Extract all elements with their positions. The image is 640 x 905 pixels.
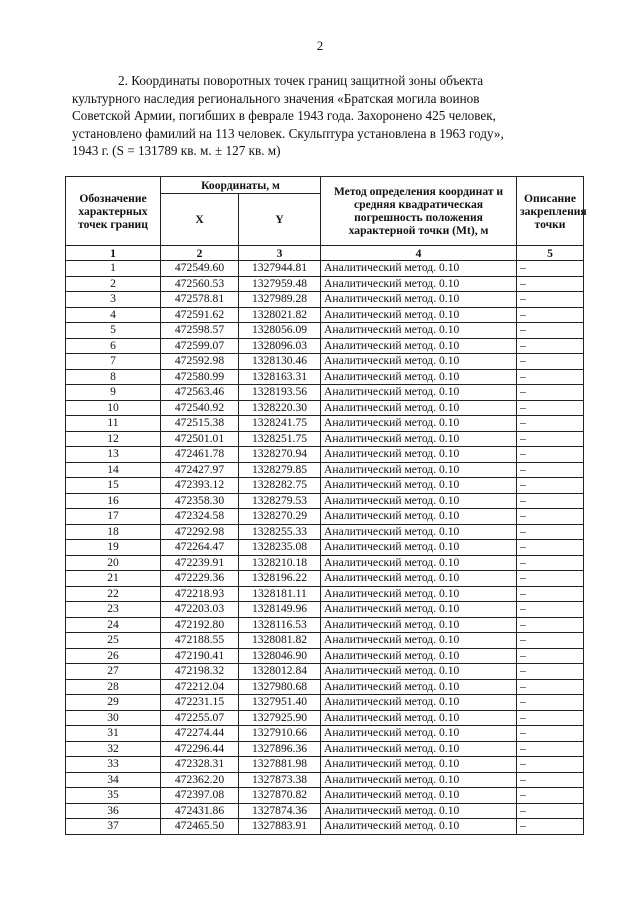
cell-point-number: 12 bbox=[66, 431, 161, 447]
cell-point-number: 21 bbox=[66, 571, 161, 587]
cell-method: Аналитический метод. 0.10 bbox=[321, 710, 517, 726]
table-row bbox=[66, 524, 584, 540]
cell-method: Аналитический метод. 0.10 bbox=[321, 772, 517, 788]
cell-method: Аналитический метод. 0.10 bbox=[321, 648, 517, 664]
cell-method: Аналитический метод. 0.10 bbox=[321, 664, 517, 680]
table-row bbox=[66, 741, 584, 757]
cell-point-number: 32 bbox=[66, 741, 161, 757]
table-row bbox=[66, 261, 584, 277]
cell-point-number: 10 bbox=[66, 400, 161, 416]
cell-description: – bbox=[517, 741, 584, 757]
cell-method: Аналитический метод. 0.10 bbox=[321, 741, 517, 757]
table-row bbox=[66, 726, 584, 742]
cell-y: 1328012.84 bbox=[239, 664, 321, 680]
cell-description: – bbox=[517, 788, 584, 804]
cell-description: – bbox=[517, 416, 584, 432]
cell-y: 1327874.36 bbox=[239, 803, 321, 819]
cell-point-number: 27 bbox=[66, 664, 161, 680]
cell-y: 1328251.75 bbox=[239, 431, 321, 447]
cell-y: 1328163.31 bbox=[239, 369, 321, 385]
cell-x: 472192.80 bbox=[161, 617, 239, 633]
cell-y: 1328235.08 bbox=[239, 540, 321, 556]
cell-point-number: 33 bbox=[66, 757, 161, 773]
cell-x: 472324.58 bbox=[161, 509, 239, 525]
table-row bbox=[66, 772, 584, 788]
cell-x: 472358.30 bbox=[161, 493, 239, 509]
table-body bbox=[66, 261, 584, 835]
cell-y: 1328241.75 bbox=[239, 416, 321, 432]
cell-y: 1328130.46 bbox=[239, 354, 321, 370]
cell-y: 1328056.09 bbox=[239, 323, 321, 339]
table-row bbox=[66, 540, 584, 556]
table-row bbox=[66, 307, 584, 323]
cell-method: Аналитический метод. 0.10 bbox=[321, 633, 517, 649]
cell-y: 1328046.90 bbox=[239, 648, 321, 664]
cell-point-number: 2 bbox=[66, 276, 161, 292]
cell-description: – bbox=[517, 400, 584, 416]
cell-x: 472296.44 bbox=[161, 741, 239, 757]
cell-description: – bbox=[517, 695, 584, 711]
intro-line: 2. Координаты поворотных точек границ защитной зоны объекта bbox=[118, 73, 484, 88]
cell-y: 1327910.66 bbox=[239, 726, 321, 742]
cell-point-number: 36 bbox=[66, 803, 161, 819]
cell-point-number: 20 bbox=[66, 555, 161, 571]
cell-x: 472515.38 bbox=[161, 416, 239, 432]
cell-description: – bbox=[517, 664, 584, 680]
cell-description: – bbox=[517, 276, 584, 292]
cell-x: 472212.04 bbox=[161, 679, 239, 695]
cell-x: 472397.08 bbox=[161, 788, 239, 804]
cell-description: – bbox=[517, 292, 584, 308]
table-row bbox=[66, 369, 584, 385]
cell-point-number: 29 bbox=[66, 695, 161, 711]
cell-y: 1327896.36 bbox=[239, 741, 321, 757]
cell-point-number: 30 bbox=[66, 710, 161, 726]
cell-x: 472264.47 bbox=[161, 540, 239, 556]
cell-point-number: 15 bbox=[66, 478, 161, 494]
cell-description: – bbox=[517, 648, 584, 664]
cell-description: – bbox=[517, 819, 584, 835]
table-row bbox=[66, 509, 584, 525]
cell-y: 1328196.22 bbox=[239, 571, 321, 587]
cell-x: 472218.93 bbox=[161, 586, 239, 602]
table-row bbox=[66, 447, 584, 463]
cell-x: 472598.57 bbox=[161, 323, 239, 339]
cell-x: 472431.86 bbox=[161, 803, 239, 819]
table-row bbox=[66, 323, 584, 339]
cell-method: Аналитический метод. 0.10 bbox=[321, 431, 517, 447]
cell-y: 1328282.75 bbox=[239, 478, 321, 494]
cell-y: 1328193.56 bbox=[239, 385, 321, 401]
cell-x: 472591.62 bbox=[161, 307, 239, 323]
page-number: 2 bbox=[316, 38, 324, 53]
cell-y: 1327989.28 bbox=[239, 292, 321, 308]
cell-description: – bbox=[517, 447, 584, 463]
cell-method: Аналитический метод. 0.10 bbox=[321, 695, 517, 711]
cell-method: Аналитический метод. 0.10 bbox=[321, 726, 517, 742]
cell-method: Аналитический метод. 0.10 bbox=[321, 385, 517, 401]
table-row bbox=[66, 478, 584, 494]
table-row bbox=[66, 385, 584, 401]
cell-y: 1327980.68 bbox=[239, 679, 321, 695]
cell-x: 472231.15 bbox=[161, 695, 239, 711]
cell-description: – bbox=[517, 524, 584, 540]
cell-x: 472540.92 bbox=[161, 400, 239, 416]
table-row bbox=[66, 664, 584, 680]
cell-method: Аналитический метод. 0.10 bbox=[321, 478, 517, 494]
cell-description: – bbox=[517, 509, 584, 525]
cell-method: Аналитический метод. 0.10 bbox=[321, 307, 517, 323]
cell-description: – bbox=[517, 385, 584, 401]
cell-y: 1327870.82 bbox=[239, 788, 321, 804]
header-point-designation: Обозначение характерных точек границ bbox=[66, 177, 161, 246]
cell-x: 472239.91 bbox=[161, 555, 239, 571]
cell-method: Аналитический метод. 0.10 bbox=[321, 757, 517, 773]
cell-y: 1328081.82 bbox=[239, 633, 321, 649]
cell-x: 472190.41 bbox=[161, 648, 239, 664]
cell-method: Аналитический метод. 0.10 bbox=[321, 447, 517, 463]
cell-y: 1328270.94 bbox=[239, 447, 321, 463]
cell-y: 1327959.48 bbox=[239, 276, 321, 292]
cell-x: 472599.07 bbox=[161, 338, 239, 354]
cell-method: Аналитический метод. 0.10 bbox=[321, 493, 517, 509]
cell-description: – bbox=[517, 679, 584, 695]
cell-x: 472580.99 bbox=[161, 369, 239, 385]
cell-description: – bbox=[517, 586, 584, 602]
cell-method: Аналитический метод. 0.10 bbox=[321, 323, 517, 339]
cell-method: Аналитический метод. 0.10 bbox=[321, 540, 517, 556]
cell-point-number: 37 bbox=[66, 819, 161, 835]
cell-method: Аналитический метод. 0.10 bbox=[321, 617, 517, 633]
cell-method: Аналитический метод. 0.10 bbox=[321, 354, 517, 370]
table-row bbox=[66, 695, 584, 711]
table-row bbox=[66, 338, 584, 354]
header-y: Y bbox=[239, 194, 321, 246]
cell-description: – bbox=[517, 338, 584, 354]
cell-y: 1328096.03 bbox=[239, 338, 321, 354]
cell-description: – bbox=[517, 726, 584, 742]
cell-x: 472292.98 bbox=[161, 524, 239, 540]
table-row bbox=[66, 555, 584, 571]
cell-point-number: 23 bbox=[66, 602, 161, 618]
cell-method: Аналитический метод. 0.10 bbox=[321, 555, 517, 571]
cell-x: 472563.46 bbox=[161, 385, 239, 401]
cell-method: Аналитический метод. 0.10 bbox=[321, 586, 517, 602]
cell-description: – bbox=[517, 571, 584, 587]
cell-x: 472255.07 bbox=[161, 710, 239, 726]
cell-method: Аналитический метод. 0.10 bbox=[321, 571, 517, 587]
cell-method: Аналитический метод. 0.10 bbox=[321, 416, 517, 432]
cell-point-number: 4 bbox=[66, 307, 161, 323]
coordinates-table bbox=[65, 176, 587, 835]
cell-description: – bbox=[517, 633, 584, 649]
cell-method: Аналитический метод. 0.10 bbox=[321, 524, 517, 540]
table-row bbox=[66, 354, 584, 370]
cell-point-number: 26 bbox=[66, 648, 161, 664]
intro-paragraph bbox=[72, 72, 578, 160]
header-x: X bbox=[161, 194, 239, 246]
column-number: 5 bbox=[517, 246, 584, 261]
cell-description: – bbox=[517, 323, 584, 339]
table-row bbox=[66, 416, 584, 432]
table-row bbox=[66, 803, 584, 819]
cell-x: 472465.50 bbox=[161, 819, 239, 835]
cell-y: 1328210.18 bbox=[239, 555, 321, 571]
cell-method: Аналитический метод. 0.10 bbox=[321, 462, 517, 478]
table-row bbox=[66, 710, 584, 726]
cell-y: 1328279.85 bbox=[239, 462, 321, 478]
cell-point-number: 14 bbox=[66, 462, 161, 478]
header-coordinates: Координаты, м bbox=[161, 177, 321, 194]
cell-point-number: 31 bbox=[66, 726, 161, 742]
cell-y: 1328181.11 bbox=[239, 586, 321, 602]
cell-point-number: 25 bbox=[66, 633, 161, 649]
cell-description: – bbox=[517, 555, 584, 571]
cell-point-number: 17 bbox=[66, 509, 161, 525]
cell-method: Аналитический метод. 0.10 bbox=[321, 400, 517, 416]
cell-x: 472560.53 bbox=[161, 276, 239, 292]
intro-line: 1943 г. (S = 131789 кв. м. ± 127 кв. м) bbox=[72, 143, 281, 158]
cell-description: – bbox=[517, 493, 584, 509]
cell-y: 1327944.81 bbox=[239, 261, 321, 277]
cell-description: – bbox=[517, 462, 584, 478]
cell-method: Аналитический метод. 0.10 bbox=[321, 292, 517, 308]
cell-y: 1328270.29 bbox=[239, 509, 321, 525]
column-number: 2 bbox=[161, 246, 239, 261]
cell-x: 472501.01 bbox=[161, 431, 239, 447]
cell-point-number: 35 bbox=[66, 788, 161, 804]
intro-line: установлено фамилий на 113 человек. Скульптура установлена в 1963 году», bbox=[72, 125, 504, 141]
cell-point-number: 22 bbox=[66, 586, 161, 602]
column-number: 4 bbox=[321, 246, 517, 261]
cell-y: 1327883.91 bbox=[239, 819, 321, 835]
cell-point-number: 13 bbox=[66, 447, 161, 463]
cell-point-number: 24 bbox=[66, 617, 161, 633]
cell-description: – bbox=[517, 307, 584, 323]
cell-x: 472592.98 bbox=[161, 354, 239, 370]
cell-method: Аналитический метод. 0.10 bbox=[321, 803, 517, 819]
cell-method: Аналитический метод. 0.10 bbox=[321, 509, 517, 525]
table-row bbox=[66, 617, 584, 633]
intro-line: культурного наследия регионального значения «Братская могила воинов bbox=[72, 90, 480, 106]
table-row bbox=[66, 571, 584, 587]
cell-y: 1328021.82 bbox=[239, 307, 321, 323]
header-method: Метод определения координат и средняя квадратическая погрешность положения характерной точки (Мt), м bbox=[321, 177, 517, 246]
cell-y: 1328279.53 bbox=[239, 493, 321, 509]
cell-x: 472198.32 bbox=[161, 664, 239, 680]
intro-line: Советской Армии, погибших в феврале 1943 года. Захоронено 425 человек, bbox=[72, 108, 496, 123]
cell-y: 1327881.98 bbox=[239, 757, 321, 773]
cell-point-number: 3 bbox=[66, 292, 161, 308]
cell-point-number: 16 bbox=[66, 493, 161, 509]
cell-description: – bbox=[517, 354, 584, 370]
cell-y: 1328220.30 bbox=[239, 400, 321, 416]
cell-y: 1327951.40 bbox=[239, 695, 321, 711]
cell-method: Аналитический метод. 0.10 bbox=[321, 261, 517, 277]
cell-method: Аналитический метод. 0.10 bbox=[321, 819, 517, 835]
cell-point-number: 9 bbox=[66, 385, 161, 401]
table-row bbox=[66, 493, 584, 509]
header-description: Описание закрепления точки bbox=[517, 177, 584, 246]
cell-y: 1328149.96 bbox=[239, 602, 321, 618]
cell-x: 472578.81 bbox=[161, 292, 239, 308]
cell-description: – bbox=[517, 540, 584, 556]
cell-description: – bbox=[517, 803, 584, 819]
cell-x: 472461.78 bbox=[161, 447, 239, 463]
table-row bbox=[66, 757, 584, 773]
cell-point-number: 7 bbox=[66, 354, 161, 370]
cell-description: – bbox=[517, 602, 584, 618]
cell-point-number: 11 bbox=[66, 416, 161, 432]
table-row bbox=[66, 819, 584, 835]
cell-description: – bbox=[517, 710, 584, 726]
cell-method: Аналитический метод. 0.10 bbox=[321, 369, 517, 385]
cell-y: 1328116.53 bbox=[239, 617, 321, 633]
cell-description: – bbox=[517, 431, 584, 447]
cell-x: 472229.36 bbox=[161, 571, 239, 587]
table-row bbox=[66, 788, 584, 804]
cell-point-number: 5 bbox=[66, 323, 161, 339]
cell-method: Аналитический метод. 0.10 bbox=[321, 276, 517, 292]
cell-point-number: 19 bbox=[66, 540, 161, 556]
cell-x: 472549.60 bbox=[161, 261, 239, 277]
table-row bbox=[66, 586, 584, 602]
cell-x: 472427.97 bbox=[161, 462, 239, 478]
cell-x: 472393.12 bbox=[161, 478, 239, 494]
cell-method: Аналитический метод. 0.10 bbox=[321, 602, 517, 618]
table-row bbox=[66, 400, 584, 416]
cell-description: – bbox=[517, 369, 584, 385]
cell-point-number: 1 bbox=[66, 261, 161, 277]
cell-y: 1328255.33 bbox=[239, 524, 321, 540]
table-row bbox=[66, 679, 584, 695]
cell-point-number: 8 bbox=[66, 369, 161, 385]
cell-description: – bbox=[517, 478, 584, 494]
column-number: 3 bbox=[239, 246, 321, 261]
table-row bbox=[66, 648, 584, 664]
cell-method: Аналитический метод. 0.10 bbox=[321, 788, 517, 804]
table-row bbox=[66, 431, 584, 447]
cell-point-number: 18 bbox=[66, 524, 161, 540]
cell-y: 1327925.90 bbox=[239, 710, 321, 726]
table-row bbox=[66, 292, 584, 308]
table-row bbox=[66, 633, 584, 649]
cell-point-number: 6 bbox=[66, 338, 161, 354]
cell-x: 472188.55 bbox=[161, 633, 239, 649]
cell-point-number: 28 bbox=[66, 679, 161, 695]
cell-y: 1327873.38 bbox=[239, 772, 321, 788]
table-row bbox=[66, 276, 584, 292]
cell-description: – bbox=[517, 757, 584, 773]
table-row bbox=[66, 462, 584, 478]
cell-x: 472203.03 bbox=[161, 602, 239, 618]
cell-description: – bbox=[517, 617, 584, 633]
cell-method: Аналитический метод. 0.10 bbox=[321, 679, 517, 695]
table-row bbox=[66, 602, 584, 618]
cell-description: – bbox=[517, 772, 584, 788]
cell-description: – bbox=[517, 261, 584, 277]
column-number: 1 bbox=[66, 246, 161, 261]
cell-point-number: 34 bbox=[66, 772, 161, 788]
cell-x: 472274.44 bbox=[161, 726, 239, 742]
cell-method: Аналитический метод. 0.10 bbox=[321, 338, 517, 354]
cell-x: 472328.31 bbox=[161, 757, 239, 773]
cell-x: 472362.20 bbox=[161, 772, 239, 788]
